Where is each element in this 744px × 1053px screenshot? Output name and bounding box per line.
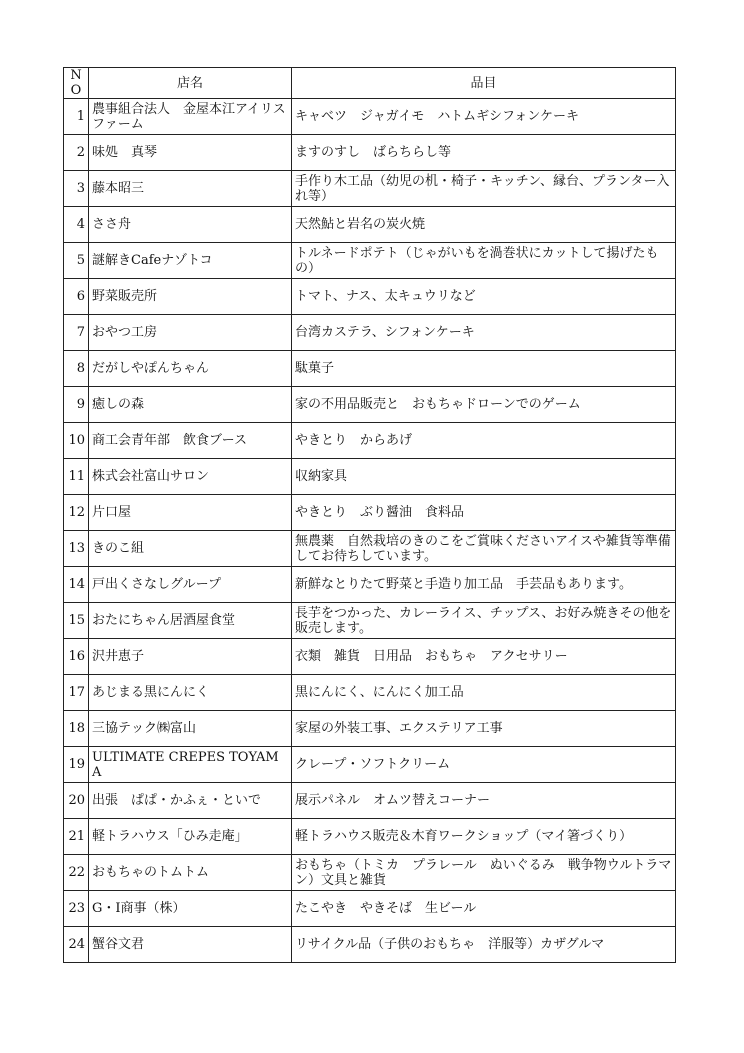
- cell-items: トマト、ナス、太キュウリなど: [292, 279, 676, 315]
- table-row: [64, 135, 676, 171]
- table-row: [64, 171, 676, 207]
- cell-shop: ULTIMATE CREPES TOYAMA: [89, 747, 292, 783]
- cell-no: 24: [64, 927, 89, 963]
- cell-items: 駄菓子: [292, 351, 676, 387]
- table-row: [64, 207, 676, 243]
- cell-items: おもちゃ（トミカ プラレール ぬいぐるみ 戦争物ウルトラマン）文具と雑貨: [292, 855, 676, 891]
- table-row: [64, 783, 676, 819]
- cell-no: 8: [64, 351, 89, 387]
- cell-items: リサイクル品（子供のおもちゃ 洋服等）カザグルマ: [292, 927, 676, 963]
- cell-no: 14: [64, 567, 89, 603]
- cell-items: 手作り木工品（幼児の机・椅子・キッチン、縁台、プランター入れ等）: [292, 171, 676, 207]
- cell-items: 長芋をつかった、カレーライス、チップス、お好み焼きその他を販売します。: [292, 603, 676, 639]
- cell-items: トルネードポテト（じゃがいもを渦巻状にカットして揚げたもの）: [292, 243, 676, 279]
- table-row: [64, 351, 676, 387]
- cell-shop: 商工会青年部 飲食ブース: [89, 423, 292, 459]
- table-row: [64, 531, 676, 567]
- cell-shop: ささ舟: [89, 207, 292, 243]
- cell-items: 家の不用品販売と おもちゃドローンでのゲーム: [292, 387, 676, 423]
- table-row: [64, 819, 676, 855]
- cell-items: 衣類 雑貨 日用品 おもちゃ アクセサリー: [292, 639, 676, 675]
- table-row: [64, 747, 676, 783]
- table-row: [64, 891, 676, 927]
- cell-no: 9: [64, 387, 89, 423]
- table-row: [64, 675, 676, 711]
- table-row: [64, 459, 676, 495]
- cell-items: 軽トラハウス販売＆木育ワークショップ（マイ箸づくり）: [292, 819, 676, 855]
- cell-no: 2: [64, 135, 89, 171]
- cell-items: クレープ・ソフトクリーム: [292, 747, 676, 783]
- cell-no: 15: [64, 603, 89, 639]
- cell-items: たこやき やきそば 生ビール: [292, 891, 676, 927]
- cell-shop: おもちゃのトムトム: [89, 855, 292, 891]
- cell-shop: あじまる黒にんにく: [89, 675, 292, 711]
- cell-shop: おやつ工房: [89, 315, 292, 351]
- cell-shop: 藤本昭三: [89, 171, 292, 207]
- table-row: [64, 639, 676, 675]
- table-row: [64, 495, 676, 531]
- table-row: [64, 423, 676, 459]
- cell-shop: 謎解きCafeナゾトコ: [89, 243, 292, 279]
- cell-shop: だがしやぽんちゃん: [89, 351, 292, 387]
- cell-shop: 戸出くさなしグループ: [89, 567, 292, 603]
- cell-no: 21: [64, 819, 89, 855]
- table-row: [64, 387, 676, 423]
- cell-no: 16: [64, 639, 89, 675]
- cell-items: ますのすし ばらちらし等: [292, 135, 676, 171]
- table-header: [64, 68, 676, 99]
- cell-shop: 農事組合法人 金屋本江アイリスファーム: [89, 99, 292, 135]
- cell-no: 17: [64, 675, 89, 711]
- header-shop: 店名: [89, 68, 292, 99]
- cell-no: 18: [64, 711, 89, 747]
- cell-shop: 三協テック㈱富山: [89, 711, 292, 747]
- cell-items: 収納家具: [292, 459, 676, 495]
- cell-no: 13: [64, 531, 89, 567]
- cell-no: 23: [64, 891, 89, 927]
- cell-shop: 野菜販売所: [89, 279, 292, 315]
- table-row: [64, 603, 676, 639]
- cell-shop: 株式会社富山サロン: [89, 459, 292, 495]
- cell-items: 台湾カステラ、シフォンケーキ: [292, 315, 676, 351]
- cell-items: やきとり からあげ: [292, 423, 676, 459]
- header-no: NO: [64, 68, 89, 99]
- table-row: [64, 855, 676, 891]
- cell-shop: おたにちゃん居酒屋食堂: [89, 603, 292, 639]
- cell-no: 19: [64, 747, 89, 783]
- table-row: [64, 711, 676, 747]
- table-row: [64, 315, 676, 351]
- cell-no: 3: [64, 171, 89, 207]
- table-body: [64, 99, 676, 963]
- table-row: [64, 243, 676, 279]
- cell-items: 黒にんにく、にんにく加工品: [292, 675, 676, 711]
- table-row: [64, 567, 676, 603]
- cell-no: 20: [64, 783, 89, 819]
- cell-shop: G・I商事（株）: [89, 891, 292, 927]
- cell-shop: 味処 真琴: [89, 135, 292, 171]
- table-row: [64, 99, 676, 135]
- cell-no: 10: [64, 423, 89, 459]
- cell-no: 1: [64, 99, 89, 135]
- cell-items: やきとり ぶり醤油 食料品: [292, 495, 676, 531]
- cell-items: 家屋の外装工事、エクステリア工事: [292, 711, 676, 747]
- stall-table: [63, 67, 676, 963]
- cell-shop: 軽トラハウス「ひみ走庵」: [89, 819, 292, 855]
- cell-no: 6: [64, 279, 89, 315]
- header-items: 品目: [292, 68, 676, 99]
- cell-no: 5: [64, 243, 89, 279]
- cell-no: 7: [64, 315, 89, 351]
- cell-items: 無農薬 自然栽培のきのこをご賞味くださいアイスや雑貨等準備してお待ちしています。: [292, 531, 676, 567]
- cell-no: 11: [64, 459, 89, 495]
- cell-shop: 蟹谷文君: [89, 927, 292, 963]
- cell-items: キャベツ ジャガイモ ハトムギシフォンケーキ: [292, 99, 676, 135]
- cell-no: 22: [64, 855, 89, 891]
- cell-shop: 癒しの森: [89, 387, 292, 423]
- cell-items: 展示パネル オムツ替えコーナー: [292, 783, 676, 819]
- cell-no: 12: [64, 495, 89, 531]
- cell-items: 天然鮎と岩名の炭火焼: [292, 207, 676, 243]
- cell-shop: 沢井恵子: [89, 639, 292, 675]
- cell-no: 4: [64, 207, 89, 243]
- table-row: [64, 279, 676, 315]
- cell-shop: 片口屋: [89, 495, 292, 531]
- cell-shop: きのこ組: [89, 531, 292, 567]
- cell-items: 新鮮なとりたて野菜と手造り加工品 手芸品もあります。: [292, 567, 676, 603]
- table-row: [64, 927, 676, 963]
- cell-shop: 出張 ぱぱ・かふぇ・といで: [89, 783, 292, 819]
